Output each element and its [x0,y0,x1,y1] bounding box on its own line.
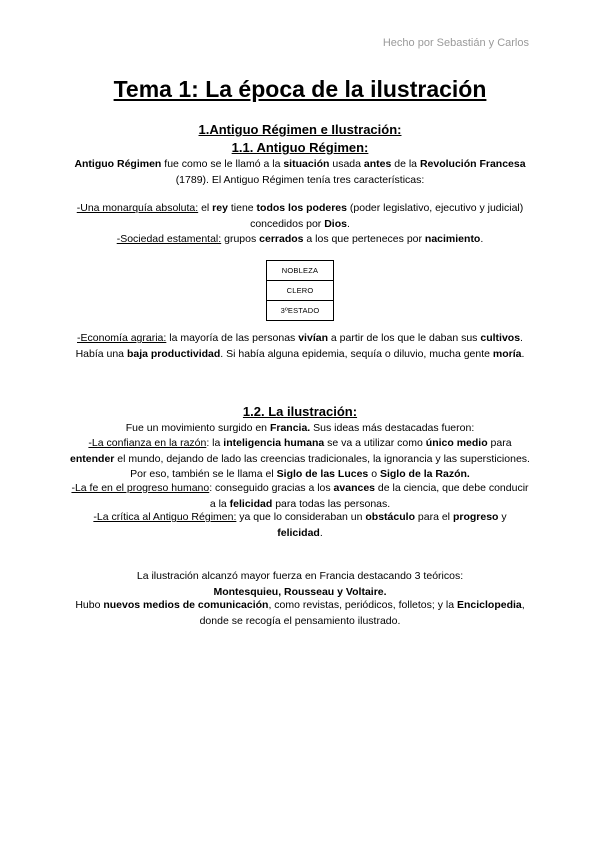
media-paragraph: Hubo nuevos medios de comunicación, como revistas, periódicos, folletos; y la Enciclopedia, donde se recogía el pensamiento ilustrado. [75,599,525,627]
intro-paragraph: Antiguo Régimen fue como se le llamó a la situación usada antes de la Revolución Francesa (1789). El Antiguo Régimen tenía tres características: [74,158,526,186]
estate-tercer-estado: 3ºESTADO [267,301,333,321]
subsection-heading-antiguo-regimen: 1.1. Antiguo Régimen: [231,140,369,155]
estate-clero: CLERO [267,281,333,301]
page-title: Tema 1: La época de la ilustración [113,76,487,102]
theorists-paragraph: La ilustración alcanzó mayor fuerza en Francia destacando 3 teóricos: Montesquieu, Rousseau y Voltaire. [136,570,464,598]
reason-paragraph: -La confianza en la razón: la inteligencia humana se va a utilizar como único medio para entender el mundo, dejando de lado las creencias tradicionales, la ignorancia y las supersticiones. Por eso, también se le llama el Siglo de las Luces o Siglo de la Razón. [70,437,530,480]
estate-nobleza: NOBLEZA [267,261,333,281]
progress-paragraph: -La fe en el progreso humano: conseguido gracias a los avances de la ciencia, que debe conducir a la felicidad para todas las personas. [71,482,529,510]
estates-table [266,260,334,321]
monarchy-paragraph: -Una monarquía absoluta: el rey tiene todos los poderes (poder legislativo, ejecutivo y judicial) concedidos por Dios. [76,202,524,230]
header-note: Hecho por Sebastián y Carlos [382,37,529,49]
ilustracion-intro: Fue un movimiento surgido en Francia. Sus ideas más destacadas fueron: [125,422,475,434]
section-heading: 1.Antiguo Régimen e Ilustración: [198,122,402,137]
economy-paragraph: -Economía agraria: la mayoría de las personas vivían a partir de los que le daban sus cultivos. Había una baja productividad. Si había alguna epidemia, sequía o diluvio, mucha gente moría. [75,332,525,360]
critique-paragraph: -La crítica al Antiguo Régimen: ya que lo consideraban un obstáculo para el progreso y felicidad. [93,511,507,539]
subsection-heading-ilustracion: 1.2. La ilustración: [242,404,358,419]
society-paragraph: -Sociedad estamental: grupos cerrados a los que perteneces por nacimiento. [116,233,484,245]
